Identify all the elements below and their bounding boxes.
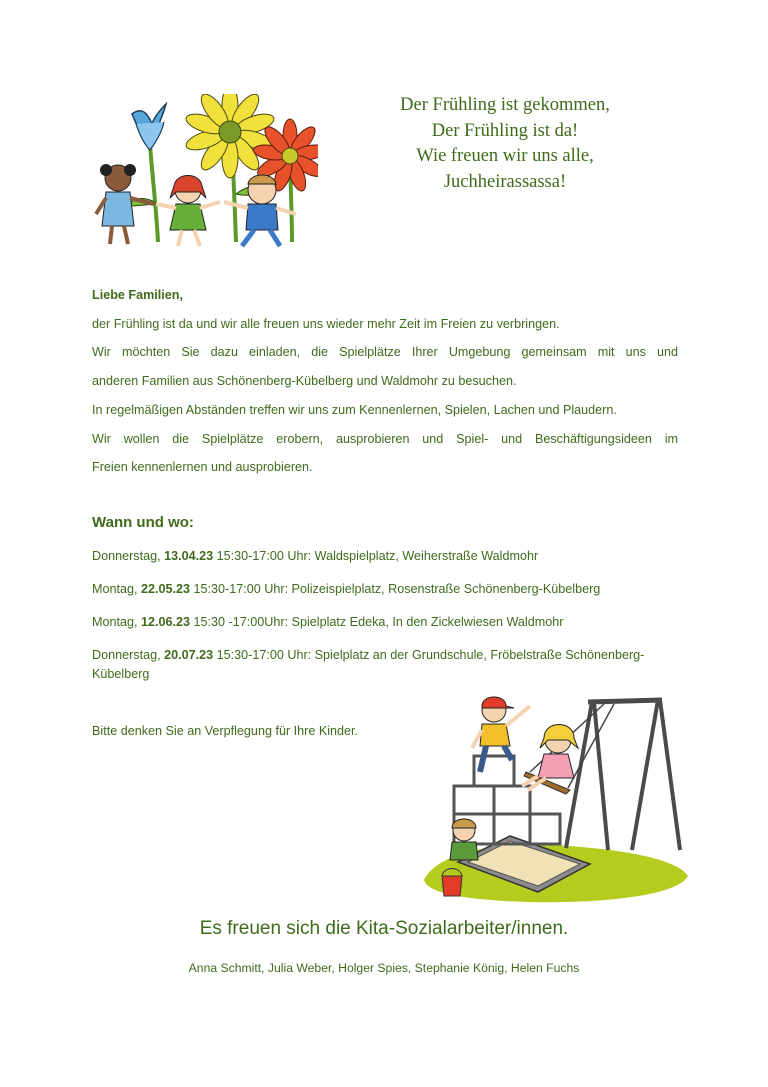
staff-names: Anna Schmitt, Julia Weber, Holger Spies, Stephanie König, Helen Fuchs xyxy=(188,961,580,975)
closing-line: Es freuen sich die Kita-Sozialarbeiter/innen. xyxy=(199,918,569,939)
paragraph-line: In regelmäßigen Abständen treffen wir uns zum Kennenlernen, Spielen, Lachen und Plaudern. xyxy=(92,402,617,417)
event-date: 12.06.23 xyxy=(141,615,191,629)
event-date: 22.05.23 xyxy=(141,582,191,596)
poem-line: Der Frühling ist gekommen, xyxy=(400,95,610,115)
spring-poem xyxy=(330,93,680,195)
child-icon xyxy=(156,176,220,247)
schedule-item xyxy=(92,646,678,684)
flowers-children-illustration xyxy=(92,94,318,250)
child-icon xyxy=(522,725,578,791)
schedule-item xyxy=(92,580,678,599)
poem-line: Wie freuen wir uns alle, xyxy=(416,146,594,166)
event-date: 13.04.23 xyxy=(164,549,214,563)
letter-body xyxy=(92,281,678,482)
event-details: 15:30-17:00 Uhr: Polizeispielplatz, Rosenstraße Schönenberg-Kübelberg xyxy=(193,582,601,596)
paragraph-line: Wir wollen die Spielplätze erobern, ausprobieren und Spiel- und Beschäftigungsideen im xyxy=(92,431,678,446)
paragraph-line: anderen Familien aus Schönenberg-Kübelberg und Waldmohr zu besuchen. xyxy=(92,374,517,389)
food-note: Bitte denken Sie an Verpflegung für Ihre Kinder. xyxy=(92,724,359,738)
event-details: 15:30-17:00 Uhr: Spielplatz an der Grundschule, Fröbelstraße Schönenberg-Kübelberg xyxy=(92,648,645,681)
event-details: 15:30-17:00 Uhr: Waldspielplatz, Weiherstraße Waldmohr xyxy=(216,549,539,563)
paragraph-line: Freien kennenlernen und ausprobieren. xyxy=(92,460,313,475)
event-day: Montag, xyxy=(92,615,138,629)
playground-children-illustration xyxy=(418,690,694,908)
schedule-item xyxy=(92,547,678,566)
poem-line: Juchheirassassa! xyxy=(443,171,567,192)
event-day: Montag, xyxy=(92,582,138,596)
schedule-item xyxy=(92,613,678,632)
poem-line: Der Frühling ist da! xyxy=(431,120,579,141)
schedule-heading: Wann und wo: xyxy=(92,514,194,531)
paragraph-line: der Frühling ist da und wir alle freuen uns wieder mehr Zeit im Freien zu verbringen. xyxy=(92,316,560,331)
event-day: Donnerstag, xyxy=(92,648,161,662)
child-icon xyxy=(472,697,530,772)
event-day: Donnerstag, xyxy=(92,549,161,563)
greeting: Liebe Familien, xyxy=(92,288,183,302)
blue-flower-icon xyxy=(132,104,166,150)
schedule-list xyxy=(92,547,678,698)
event-date: 20.07.23 xyxy=(164,648,214,662)
paragraph-line: Wir möchten Sie dazu einladen, die Spielplätze Ihrer Umgebung gemeinsam mit uns und xyxy=(92,345,678,360)
event-details: 15:30 -17:00Uhr: Spielplatz Edeka, In den Zickelwiesen Waldmohr xyxy=(193,615,564,629)
